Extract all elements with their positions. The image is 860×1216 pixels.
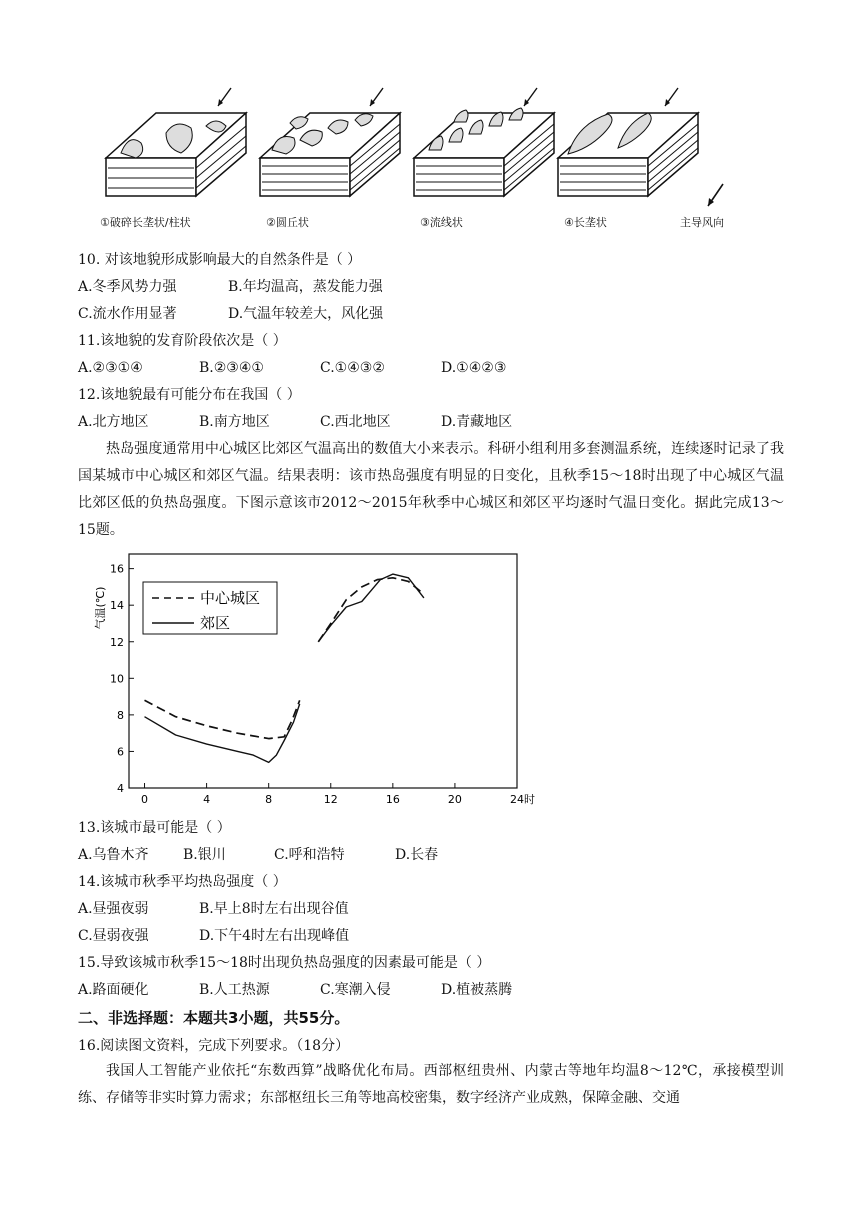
q13-option-a[interactable]: A.乌鲁木齐 xyxy=(78,847,149,863)
x-tick-label: 24时 xyxy=(510,793,535,806)
caption-2: ②圆丘状 xyxy=(266,216,309,229)
wind-direction-arrow xyxy=(708,184,723,206)
y-tick-label: 8 xyxy=(117,708,124,722)
q10-option-a[interactable]: A.冬季风势力强 xyxy=(78,279,177,295)
legend-label-center: 中心城区 xyxy=(200,589,261,607)
caption-4: ④长垄状 xyxy=(564,216,607,229)
series-line-suburb xyxy=(145,704,300,763)
q13-option-c[interactable]: C.呼和浩特 xyxy=(274,847,345,863)
q14-option-c[interactable]: C.昼弱夜强 xyxy=(78,928,149,944)
series-line-suburb xyxy=(318,574,424,642)
block-diagram-2 xyxy=(260,88,400,196)
block-diagram-1 xyxy=(106,88,246,196)
q15-option-d[interactable]: D.植被蒸腾 xyxy=(441,982,513,998)
q14-stem: 14.该城市秋季平均热岛强度（ ） xyxy=(78,874,287,890)
q15-option-c[interactable]: C.寒潮入侵 xyxy=(320,982,391,998)
q12-option-d[interactable]: D.青藏地区 xyxy=(441,414,513,430)
q11-option-b[interactable]: B.②③④① xyxy=(199,360,264,376)
q15-options xyxy=(78,980,512,1000)
series-line-center xyxy=(318,578,424,642)
temperature-chart-svg xyxy=(86,548,556,816)
q10-option-d[interactable]: D.气温年较差大，风化强 xyxy=(228,306,384,322)
block-diagram-4 xyxy=(558,88,698,196)
q13-options xyxy=(78,845,438,865)
q10-options-row1 xyxy=(78,277,383,297)
x-tick-label: 12 xyxy=(323,793,338,806)
caption-1: ①破碎长垄状/柱状 xyxy=(100,216,191,229)
q12-option-a[interactable]: A.北方地区 xyxy=(78,414,149,430)
q15-option-a[interactable]: A.路面硬化 xyxy=(78,982,149,998)
x-tick-label: 4 xyxy=(203,793,211,806)
q11-option-c[interactable]: C.①④③② xyxy=(320,360,385,376)
q11-option-d[interactable]: D.①④②③ xyxy=(441,360,507,376)
q11-options xyxy=(78,358,506,378)
section-2-heading: 二、非选择题：本题共3小题，共55分。 xyxy=(78,1009,350,1027)
x-tick-label: 8 xyxy=(265,793,273,806)
y-tick-label: 6 xyxy=(117,745,124,759)
q10-option-c[interactable]: C.流水作用显著 xyxy=(78,306,177,322)
q14-option-b[interactable]: B.早上8时左右出现谷值 xyxy=(199,901,349,917)
intro-13-15: 热岛强度通常用中心城区比郊区气温高出的数值大小来表示。科研小组利用多套测温系统，连续逐时记录了我国某城市中心城区和郊区气温。结果表明：该市热岛强度有明显的日变化，且秋季15～18时出现了中心城区气温比郊区低的负热岛强度。下图示意该市2012～2015年秋季中心城区和郊区平均逐时气温日变化。据此完成13～15题。 xyxy=(78,441,784,538)
q11-stem: 11.该地貌的发育阶段依次是（ ） xyxy=(78,333,287,349)
temperature-chart xyxy=(86,548,556,816)
q12-option-c[interactable]: C.西北地区 xyxy=(320,414,391,430)
q13-option-d[interactable]: D.长春 xyxy=(395,847,439,863)
x-tick-label: 16 xyxy=(385,793,400,806)
q10-options-row2 xyxy=(78,304,383,324)
q10-option-b[interactable]: B.年均温高，蒸发能力强 xyxy=(228,279,383,295)
q12-options xyxy=(78,412,512,432)
wind-label: 主导风向 xyxy=(680,216,724,229)
q13-stem: 13.该城市最可能是（ ） xyxy=(78,820,231,836)
q14-options-row1 xyxy=(78,899,349,919)
landform-figure xyxy=(78,78,778,238)
q10-stem: 10. 对该地貌形成影响最大的自然条件是（ ） xyxy=(78,252,362,268)
y-tick-label: 4 xyxy=(117,782,124,795)
y-tick-label: 16 xyxy=(110,562,124,576)
series-line-center xyxy=(145,700,300,738)
q12-option-b[interactable]: B.南方地区 xyxy=(199,414,270,430)
q16-text: 我国人工智能产业依托“东数西算”战略优化布局。西部枢纽贵州、内蒙古等地年均温8～12℃，承接模型训练、存储等非实时算力需求；东部枢纽长三角等地高校密集，数字经济产业成熟，保障金融、交通 xyxy=(78,1063,784,1106)
block-diagram-3 xyxy=(414,88,554,196)
y-tick-label: 10 xyxy=(110,672,124,686)
y-axis-label: 气温(℃) xyxy=(94,586,107,630)
q15-option-b[interactable]: B.人工热源 xyxy=(199,982,270,998)
x-tick-label: 0 xyxy=(141,793,149,806)
y-tick-label: 12 xyxy=(110,635,124,649)
q14-option-a[interactable]: A.昼强夜弱 xyxy=(78,901,149,917)
q12-stem: 12.该地貌最有可能分布在我国（ ） xyxy=(78,387,301,403)
q11-option-a[interactable]: A.②③①④ xyxy=(78,360,143,376)
chart-legend xyxy=(143,582,277,634)
legend-label-suburb: 郊区 xyxy=(200,614,231,632)
caption-3: ③流线状 xyxy=(420,216,463,229)
q15-stem: 15.导致该城市秋季15～18时出现负热岛强度的因素最可能是（ ） xyxy=(78,955,491,971)
x-tick-label: 20 xyxy=(447,793,462,806)
q13-option-b[interactable]: B.银川 xyxy=(183,847,226,863)
y-tick-label: 14 xyxy=(110,599,124,613)
q16-stem: 16.阅读图文资料，完成下列要求。（18分） xyxy=(78,1038,350,1054)
q14-options-row2 xyxy=(78,926,349,946)
q14-option-d[interactable]: D.下午4时左右出现峰值 xyxy=(199,928,350,944)
